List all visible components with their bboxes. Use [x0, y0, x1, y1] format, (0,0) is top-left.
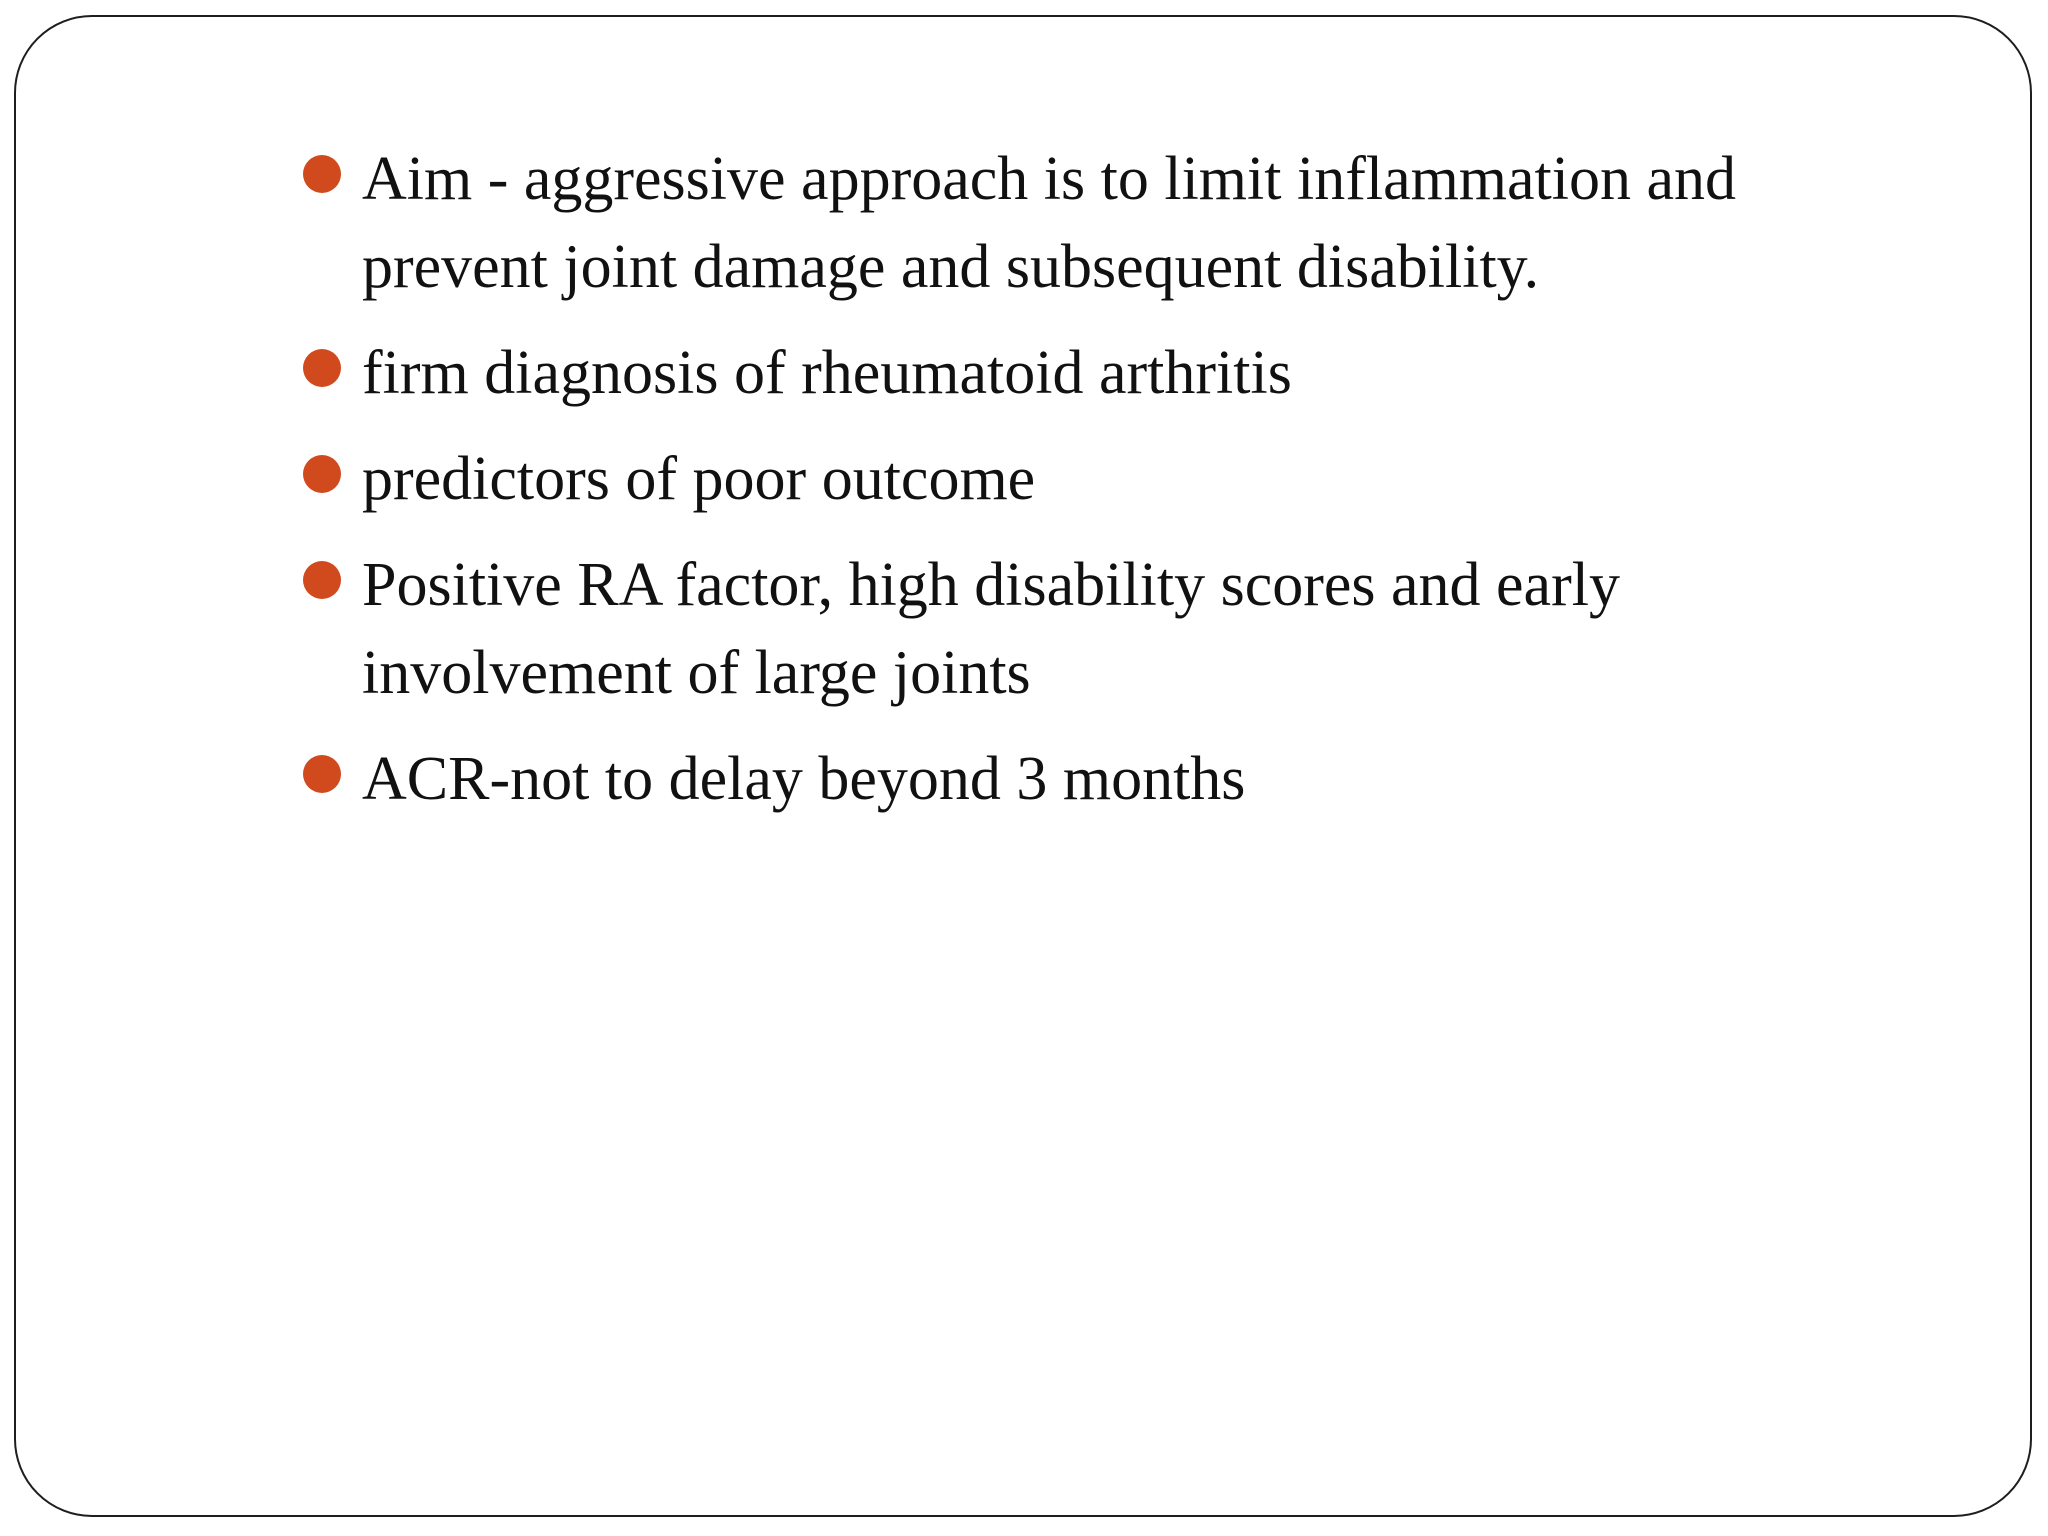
slide-frame	[14, 15, 2032, 1517]
bullet-text: ACR-not to delay beyond 3 months	[362, 745, 1246, 813]
bullet-dot-icon	[303, 349, 341, 387]
bullet-text: firm diagnosis of rheumatoid arthritis	[362, 339, 1292, 407]
bullet-item-aim	[303, 135, 1863, 311]
bullet-dot-icon	[303, 155, 341, 193]
bullet-item-risk-factors	[303, 541, 1863, 717]
bullet-item-predictors	[303, 435, 1863, 523]
bullet-text: predictors of poor outcome	[362, 445, 1036, 513]
bullet-text: Aim - aggressive approach is to limit inflammation and prevent joint damage and subsequent disability.	[362, 145, 1737, 301]
bullet-item-acr	[303, 735, 1863, 823]
bullet-item-diagnosis	[303, 329, 1863, 417]
bullet-list	[303, 135, 1863, 841]
bullet-dot-icon	[303, 755, 341, 793]
bullet-text: Positive RA factor, high disability scores and early involvement of large joints	[362, 551, 1620, 707]
bullet-dot-icon	[303, 561, 341, 599]
bullet-dot-icon	[303, 455, 341, 493]
